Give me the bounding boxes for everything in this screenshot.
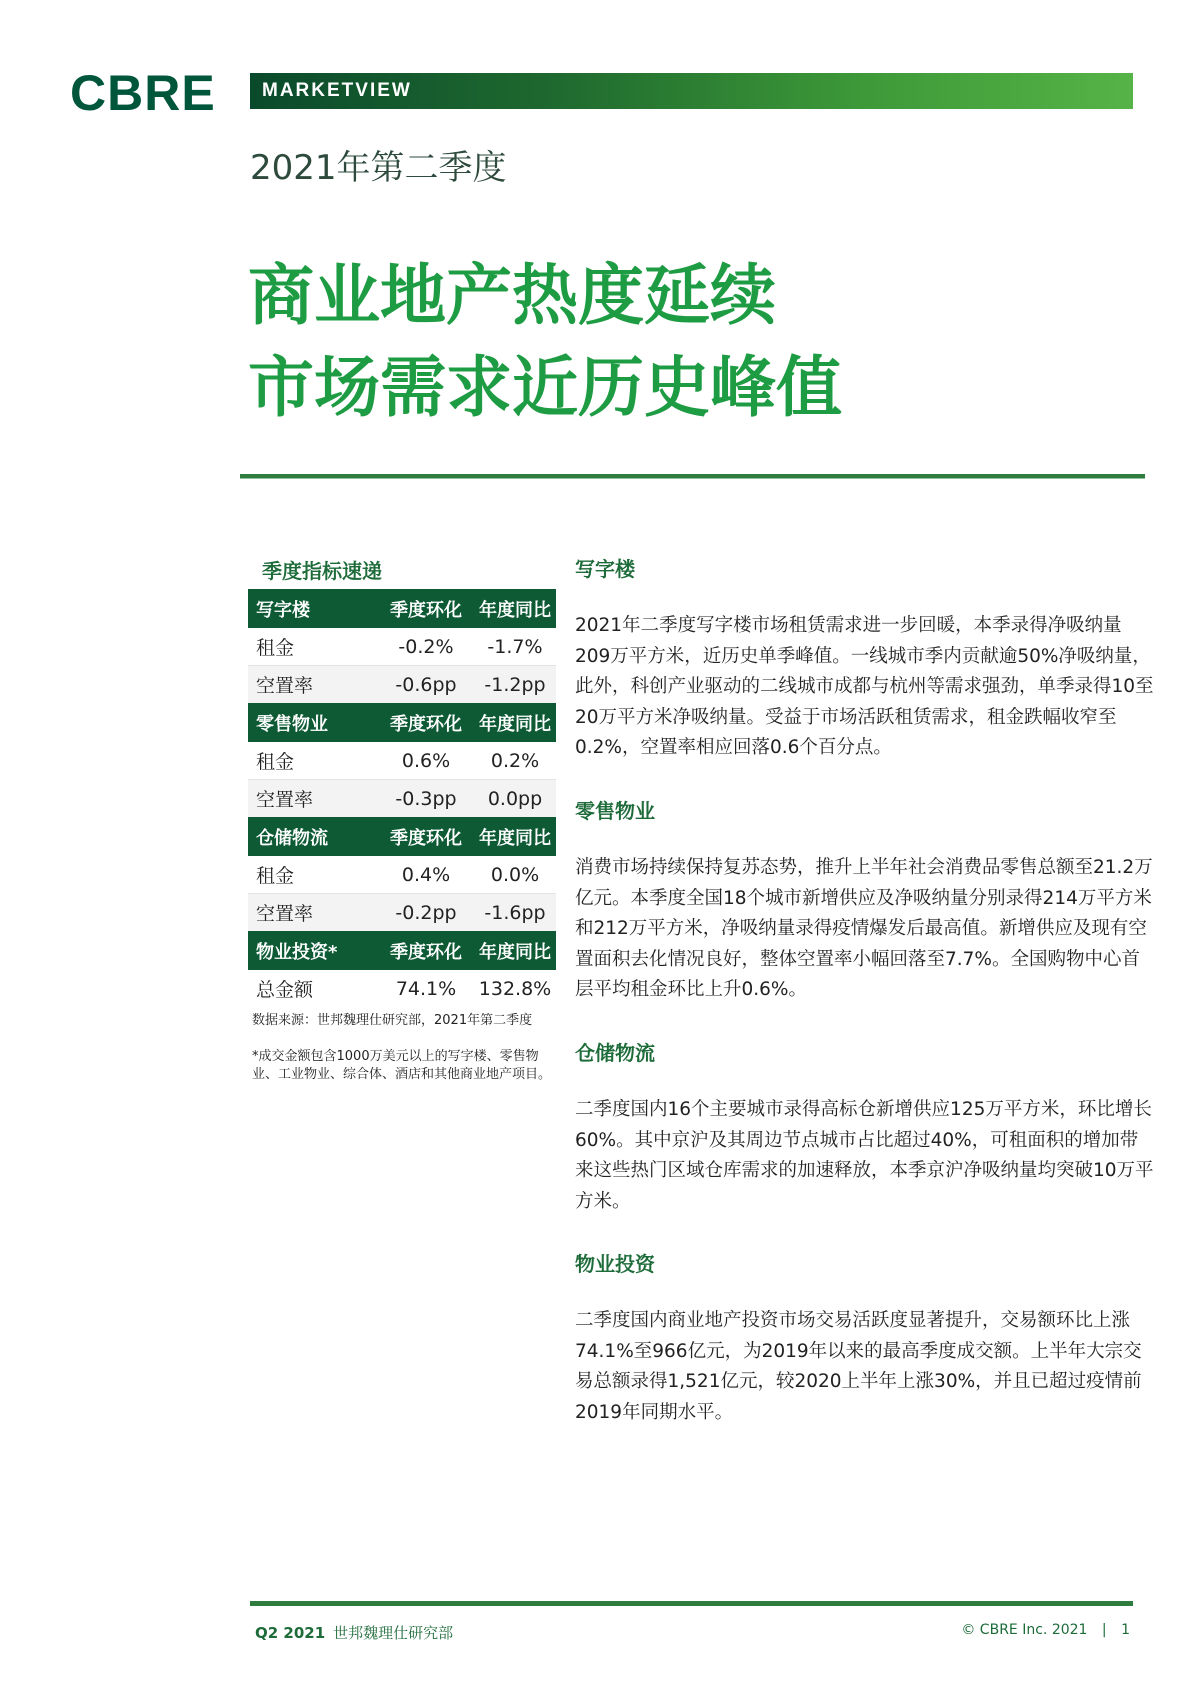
cbre-logo: CBRE: [70, 65, 216, 121]
row-yoy: -1.7%: [487, 635, 543, 658]
row-label: 空置率: [256, 903, 314, 925]
row-yoy: 0.0%: [490, 863, 540, 886]
section-retail: [575, 795, 1155, 1006]
group-name: 写字楼: [256, 599, 310, 621]
page-title: [248, 250, 842, 434]
footer-separator: |: [1101, 1622, 1107, 1638]
section-body: 二季度国内16个主要城市录得高标仓新增供应125万平方米，环比增长60%。其中京沪及其周边节点城市占比超过40%，可租面积的增加带来这些热门区域仓库需求的加速释放，本季京沪净吸纳量均突破10万平方米。: [575, 1099, 1154, 1212]
col-qoq-header: 季度环化: [390, 827, 462, 849]
section-office: [575, 553, 1155, 764]
row-label: 空置率: [256, 675, 314, 697]
section-body: 二季度国内商业地产投资市场交易活跃度显著提升，交易额环比上涨74.1%至966亿元，为2019年以来的最高季度成交额。上半年大宗交易总额录得1,521亿元，较2020上半年上涨30%，并且已超过疫情前2019年同期水平。: [575, 1310, 1142, 1423]
row-qoq: -0.6pp: [395, 673, 457, 696]
table-group-header: [248, 817, 556, 856]
footnote: *成交金额包含1000万美元以上的写字楼、零售物业、工业物业、综合体、酒店和其他商业地产项目。: [252, 1049, 552, 1082]
row-qoq: 0.4%: [401, 863, 451, 886]
table-row: [248, 779, 556, 817]
section-title: 零售物业: [575, 799, 655, 823]
group-name: 物业投资*: [256, 941, 338, 963]
section-investment: [575, 1248, 1155, 1428]
table-row: [248, 628, 556, 665]
headline-line-2: 市场需求近历史峰值: [248, 349, 842, 426]
row-yoy: -1.6pp: [484, 901, 546, 924]
group-name: 零售物业: [256, 713, 328, 735]
row-yoy: 0.0pp: [487, 787, 543, 810]
row-yoy: 0.2%: [490, 749, 540, 772]
group-name: 仓储物流: [256, 827, 328, 849]
table-row: [248, 665, 556, 703]
row-label: 租金: [256, 637, 295, 659]
row-yoy: 132.8%: [478, 977, 552, 1000]
table-group-header: [248, 703, 556, 742]
metrics-table: [248, 589, 556, 1007]
section-body: 2021年二季度写字楼市场租赁需求进一步回暖，本季录得净吸纳量209万平方米，近历史单季峰值。一线城市季内贡献逾50%净吸纳量，此外，科创产业驱动的二线城市成都与杭州等需求强劲，单季录得10至20万平方米净吸纳量。受益于市场活跃租赁需求，租金跌幅收窄至0.2%，空置率相应回落0.6个百分点。: [575, 615, 1154, 758]
headline-line-1: 商业地产热度延续: [248, 257, 776, 334]
footer-right: [961, 1622, 1130, 1638]
table-row: [248, 742, 556, 779]
table-group-header: [248, 931, 556, 970]
col-qoq-header: 季度环化: [390, 599, 462, 621]
section-title: 仓储物流: [575, 1041, 655, 1065]
title-divider: [240, 474, 1145, 478]
row-yoy: -1.2pp: [484, 673, 546, 696]
row-qoq: -0.3pp: [395, 787, 457, 810]
row-qoq: 74.1%: [395, 977, 457, 1000]
section-logistics: [575, 1037, 1155, 1217]
col-yoy-header: 年度同比: [479, 827, 551, 849]
data-source-note: 数据来源：世邦魏理仕研究部，2021年第二季度: [252, 1013, 533, 1028]
report-quarter: 2021年第二季度: [250, 148, 507, 188]
table-notes: [252, 1012, 552, 1102]
footer-divider: [250, 1601, 1133, 1606]
footer-left: [255, 1622, 453, 1643]
row-label: 租金: [256, 865, 295, 887]
row-label: 总金额: [256, 979, 314, 1001]
table-row: [248, 970, 556, 1007]
banner-label: MARKETVIEW: [262, 80, 412, 101]
row-label: 空置率: [256, 789, 314, 811]
col-qoq-header: 季度环化: [390, 941, 462, 963]
section-title: 写字楼: [575, 557, 635, 581]
section-title: 物业投资: [575, 1252, 655, 1276]
col-yoy-header: 年度同比: [479, 941, 551, 963]
table-row: [248, 856, 556, 893]
metrics-title: 季度指标速递: [262, 559, 382, 583]
table-group-header: [248, 589, 556, 628]
row-qoq: 0.6%: [401, 749, 451, 772]
table-row: [248, 893, 556, 931]
row-qoq: -0.2pp: [395, 901, 457, 924]
page-number: 1: [1121, 1622, 1130, 1638]
section-body: 消费市场持续保持复苏态势，推升上半年社会消费品零售总额至21.2万亿元。本季度全国18个城市新增供应及净吸纳量分别录得214万平方米和212万平方米，净吸纳量录得疫情爆发后最高值。新增供应及现有空置面积去化情况良好，整体空置率小幅回落至7.7%。全国购物中心首层平均租金环比上升0.6%。: [575, 857, 1153, 1000]
footer-period: Q2 2021: [255, 1624, 326, 1642]
col-yoy-header: 年度同比: [479, 599, 551, 621]
marketview-banner: [250, 73, 1133, 109]
col-yoy-header: 年度同比: [479, 713, 551, 735]
row-qoq: -0.2%: [398, 635, 454, 658]
col-qoq-header: 季度环化: [390, 713, 462, 735]
footer-copyright: © CBRE Inc. 2021: [961, 1622, 1088, 1638]
row-label: 租金: [256, 751, 295, 773]
footer-dept: 世邦魏理仕研究部: [333, 1624, 454, 1642]
